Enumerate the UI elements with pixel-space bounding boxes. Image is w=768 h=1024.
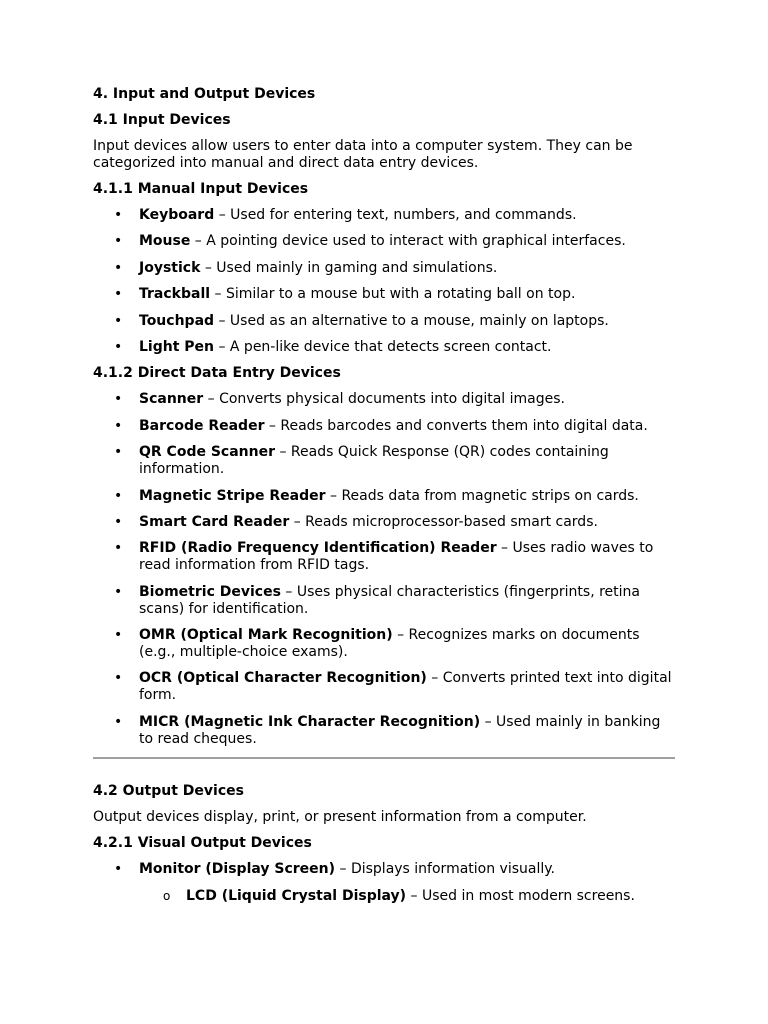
item-term: Scanner bbox=[139, 391, 204, 408]
item-description: – Used for entering text, numbers, and commands. bbox=[214, 207, 577, 223]
item-description: – A pointing device used to interact with graphical interfaces. bbox=[190, 233, 626, 250]
item-term: Smart Card Reader bbox=[139, 513, 290, 530]
heading-input-devices: 4.1 Input Devices bbox=[93, 112, 231, 128]
bullet-icon: • bbox=[114, 861, 123, 878]
heading-output-devices: 4.2 Output Devices bbox=[93, 783, 244, 800]
item-description: – Used mainly in banking to read cheques. bbox=[139, 713, 661, 747]
item-description: – Uses radio waves to read information from RFID tags. bbox=[139, 540, 654, 574]
bullet-icon: • bbox=[114, 338, 123, 355]
direct-entry-list bbox=[93, 391, 675, 748]
bullet-icon: • bbox=[114, 233, 123, 250]
item-term: LCD (Liquid Crystal Display) bbox=[186, 887, 407, 904]
heading-direct-entry: 4.1.2 Direct Data Entry Devices bbox=[93, 365, 341, 382]
item-description: – Uses physical characteristics (fingerprints, retina scans) for identification. bbox=[139, 583, 640, 617]
list-item bbox=[93, 444, 675, 478]
item-description: – Reads microprocessor-based smart cards. bbox=[289, 513, 598, 530]
bullet-icon: • bbox=[114, 417, 123, 434]
visual-output-list bbox=[93, 861, 675, 878]
item-term: Barcode Reader bbox=[139, 417, 265, 434]
heading-manual-input: 4.1.1 Manual Input Devices bbox=[93, 181, 309, 197]
item-term: Touchpad bbox=[139, 312, 215, 329]
document-page bbox=[93, 86, 675, 905]
intro-input-paragraph: Input devices allow users to enter data into a computer system. They can be categorized into manual and direct data entry devices. bbox=[93, 138, 633, 171]
item-term: OMR (Optical Mark Recognition) bbox=[139, 627, 393, 644]
bullet-icon: • bbox=[114, 627, 123, 644]
visual-output-sublist bbox=[93, 888, 675, 905]
item-description: – Used mainly in gaming and simulations. bbox=[200, 259, 498, 276]
bullet-icon: • bbox=[114, 391, 123, 408]
item-term: QR Code Scanner bbox=[139, 444, 276, 461]
bullet-icon: • bbox=[114, 444, 123, 461]
item-description: – Similar to a mouse but with a rotating ball on top. bbox=[210, 286, 576, 303]
item-term: Biometric Devices bbox=[139, 583, 281, 600]
bullet-icon: • bbox=[114, 207, 123, 223]
list-item bbox=[93, 861, 675, 878]
item-description: – Converts physical documents into digital images. bbox=[203, 391, 565, 408]
item-description: – Reads barcodes and converts them into digital data. bbox=[264, 417, 648, 434]
item-term: Light Pen bbox=[139, 338, 214, 355]
list-item bbox=[93, 391, 675, 408]
item-description: – Converts printed text into digital form. bbox=[139, 670, 672, 704]
heading-input-output: 4. Input and Output Devices bbox=[93, 86, 316, 102]
list-item bbox=[93, 339, 675, 356]
list-item bbox=[93, 207, 675, 224]
list-item bbox=[93, 233, 675, 250]
list-item bbox=[93, 514, 675, 531]
item-description: – Displays information visually. bbox=[335, 861, 555, 878]
horizontal-divider bbox=[93, 757, 675, 759]
manual-input-list bbox=[93, 207, 675, 356]
bullet-icon: • bbox=[114, 259, 123, 276]
bullet-icon: • bbox=[114, 713, 123, 730]
sub-list-item bbox=[93, 888, 675, 905]
list-item bbox=[93, 714, 675, 748]
item-term: RFID (Radio Frequency Identification) Reader bbox=[139, 540, 497, 557]
item-description: – Used in most modern screens. bbox=[406, 887, 635, 904]
bullet-icon: • bbox=[114, 583, 123, 600]
list-item bbox=[93, 260, 675, 277]
item-term: Monitor (Display Screen) bbox=[139, 861, 336, 878]
item-description: – Reads data from magnetic strips on cards. bbox=[325, 487, 639, 504]
item-term: Keyboard bbox=[139, 207, 215, 223]
list-item bbox=[93, 488, 675, 505]
heading-visual-output: 4.2.1 Visual Output Devices bbox=[93, 835, 312, 852]
item-description: – A pen-like device that detects screen contact. bbox=[214, 338, 552, 355]
item-term: OCR (Optical Character Recognition) bbox=[139, 670, 427, 687]
item-description: – Recognizes marks on documents (e.g., multiple-choice exams). bbox=[139, 627, 640, 661]
list-item bbox=[93, 286, 675, 303]
bullet-icon: • bbox=[114, 312, 123, 329]
bullet-icon: • bbox=[114, 540, 123, 557]
item-description: – Reads Quick Response (QR) codes containing information. bbox=[139, 444, 609, 478]
item-term: Trackball bbox=[139, 286, 211, 303]
list-item bbox=[93, 670, 675, 704]
bullet-icon: o bbox=[163, 888, 171, 903]
item-term: Magnetic Stripe Reader bbox=[139, 487, 326, 504]
list-item bbox=[93, 584, 675, 618]
list-item bbox=[93, 418, 675, 435]
item-term: Joystick bbox=[139, 259, 201, 276]
bullet-icon: • bbox=[114, 286, 123, 303]
bullet-icon: • bbox=[114, 670, 123, 687]
intro-output-paragraph: Output devices display, print, or present information from a computer. bbox=[93, 809, 587, 826]
list-item bbox=[93, 627, 675, 661]
list-item bbox=[93, 313, 675, 330]
bullet-icon: • bbox=[114, 487, 123, 504]
item-description: – Used as an alternative to a mouse, mainly on laptops. bbox=[214, 312, 609, 329]
item-term: MICR (Magnetic Ink Character Recognition) bbox=[139, 713, 481, 730]
item-term: Mouse bbox=[139, 233, 191, 250]
bullet-icon: • bbox=[114, 513, 123, 530]
list-item bbox=[93, 540, 675, 574]
